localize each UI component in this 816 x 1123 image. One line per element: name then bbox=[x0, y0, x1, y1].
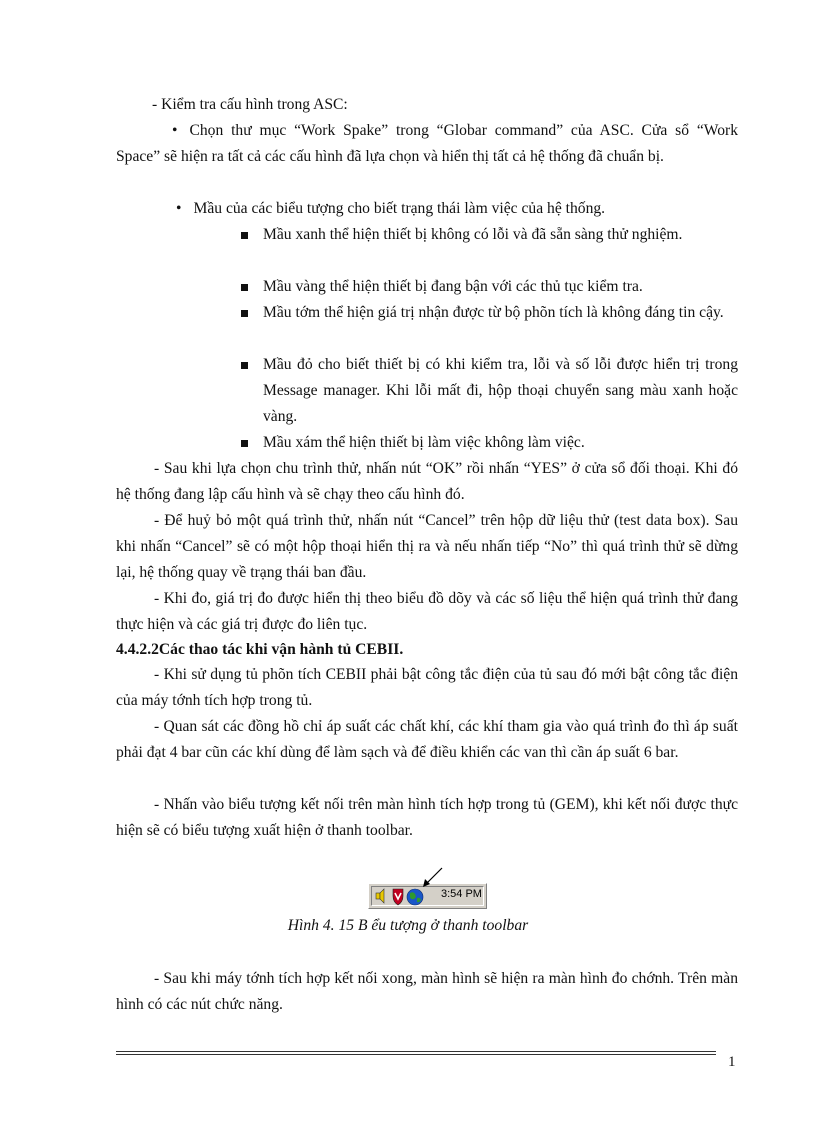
square-bullet-icon bbox=[241, 232, 248, 239]
bullet-dot-icon: • bbox=[176, 200, 182, 217]
figure-caption: Hình 4. 15 B ểu tượng ở thanh toolbar bbox=[287, 917, 529, 934]
square-bullet-icon bbox=[241, 284, 248, 291]
shield-icon bbox=[393, 889, 403, 905]
bullet-icon-colors: • Mầu của các biểu tượng cho biết trạng thái làm việc của hệ thống. bbox=[176, 200, 606, 217]
speaker-icon bbox=[376, 889, 384, 903]
tray-icons bbox=[373, 887, 441, 907]
sub-item-red: Mầu đỏ cho biết thiết bị có khi kiểm tra, lỗi và số lỗi được hiển trị trong Message manager. Khi lỗi mất đi, hộp thoại chuyển sang màu xanh hoặc vàng. bbox=[263, 356, 738, 425]
section-heading: 4.4.2.2Các thao tác khi vận hành tủ CEBII. bbox=[116, 641, 404, 658]
paragraph-pressure: - Quan sát các đồng hồ chỉ áp suất các chất khí, các khí tham gia vào quá trình đo thì áp suất phải đạt 4 bar cũn các khí dùng để làm sạch và để điều khiển các van thì cần áp suất 6 bar. bbox=[116, 718, 738, 761]
sub-item-purple: Mầu tớm thể hiện giá trị nhận được từ bộ phõn tích là không đáng tin cậy. bbox=[263, 304, 724, 321]
paragraph-cancel: - Để huỷ bỏ một quá trình thử, nhấn nút “Cancel” trên hộp dữ liệu thử (test data box). Sau khi nhấn “Cancel” sẽ có một hộp thoại hiển thị ra và nếu nhấn tiếp “No” thì quá trình thử sẽ dừng lại, hệ thống quay về trạng thái ban đầu. bbox=[116, 512, 738, 581]
paragraph-main-screen: - Sau khi máy tớnh tích hợp kết nối xong, màn hình sẽ hiện ra màn hình đo chớnh. Trên màn hình có các nút chức năng. bbox=[116, 970, 738, 1013]
sub-item-yellow: Mầu vàng thể hiện thiết bị đang bận với các thủ tục kiểm tra. bbox=[263, 278, 643, 295]
bullet-dot-icon: • bbox=[172, 122, 178, 139]
square-bullet-icon bbox=[241, 362, 248, 369]
footer-rule-top bbox=[116, 1051, 716, 1052]
footer-rule-bottom bbox=[116, 1054, 716, 1055]
globe-network-icon bbox=[407, 889, 423, 905]
square-bullet-icon bbox=[241, 310, 248, 317]
tray-clock: 3:54 PM bbox=[441, 888, 482, 900]
sub-item-green: Mầu xanh thể hiện thiết bị không có lỗi và đã sẵn sàng thử nghiệm. bbox=[263, 226, 683, 243]
asc-check-heading: - Kiểm tra cấu hình trong ASC: bbox=[152, 96, 348, 113]
paragraph-power-on: - Khi sử dụng tủ phõn tích CEBII phải bật công tắc điện của tủ sau đó mới bật công tắc điện của máy tớnh tích hợp trong tủ. bbox=[116, 666, 738, 709]
bullet-workspace: • Chọn thư mục “Work Spake” trong “Globar command” của ASC. Cửa sổ “Work Space” sẽ hiện ra tất cả các cấu hình đã lựa chọn và hiển thị tất cả hệ thống đã chuẩn bị. bbox=[116, 122, 738, 165]
sub-item-grey: Mầu xám thể hiện thiết bị làm việc không làm việc. bbox=[263, 434, 585, 451]
page-number: 1 bbox=[728, 1054, 736, 1070]
paragraph-confirm: - Sau khi lựa chọn chu trình thử, nhấn nút “OK” rồi nhấn “YES” ở cửa sổ đối thoại. Khi đó hệ thống đang lập cấu hình và sẽ chạy theo cấu hình đó. bbox=[116, 460, 738, 503]
square-bullet-icon bbox=[241, 440, 248, 447]
pointer-arrow-icon bbox=[416, 866, 446, 890]
paragraph-measure: - Khi đo, giá trị đo được hiển thị theo biểu đồ dõy và các số liệu thể hiện quá trình thử đang thực hiện và các giá trị được đo liên tục. bbox=[116, 590, 738, 633]
paragraph-connect: - Nhấn vào biểu tượng kết nối trên màn hình tích hợp trong tủ (GEM), khi kết nối được thực hiện sẽ có biểu tượng xuất hiện ở thanh toolbar. bbox=[116, 796, 738, 839]
